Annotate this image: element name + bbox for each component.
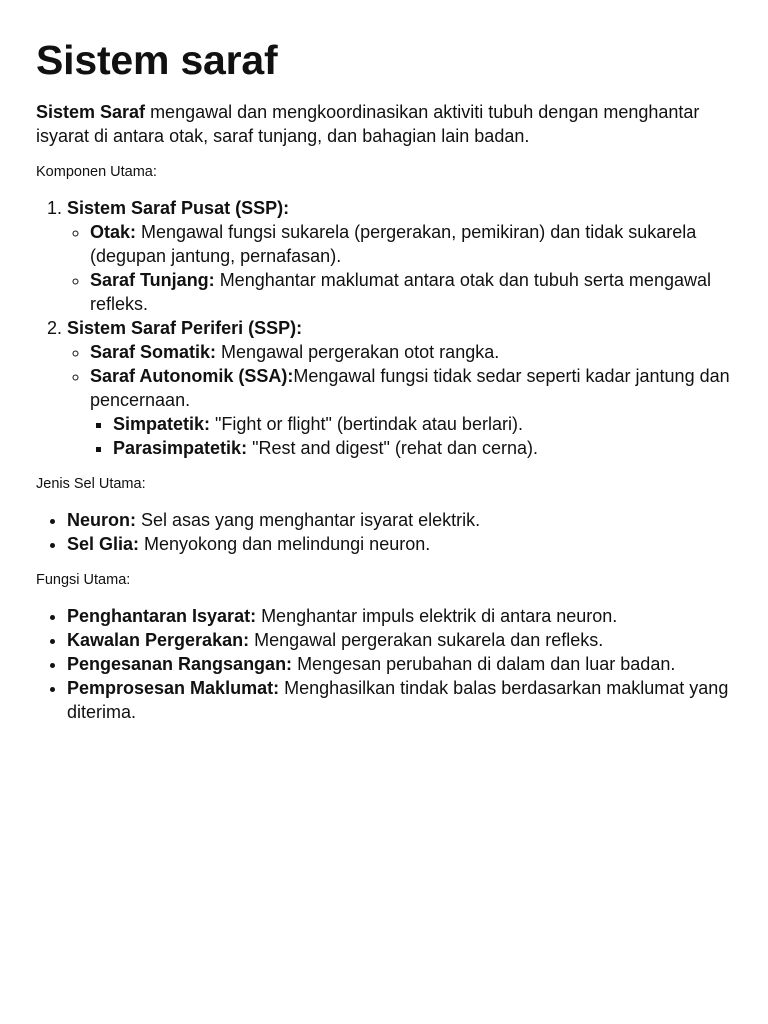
list-item-ssp-periferi [67, 316, 736, 460]
functions-list [36, 604, 736, 724]
sub-sub-list [90, 412, 736, 460]
item-text: Mengawal fungsi tidak sedar seperti kadar jantung dan pencernaan. [90, 366, 730, 410]
item-heading: Sistem Saraf Periferi (SSP): [67, 318, 303, 338]
functions-label: Fungsi Utama: [36, 572, 131, 588]
item-term: Saraf Somatik: [90, 342, 217, 362]
list-item-simpatetik [113, 412, 736, 436]
sub-list [67, 220, 736, 316]
item-term: Parasimpatetik: [113, 438, 248, 458]
list-item-saraf-autonomik [90, 364, 736, 460]
cells-list [36, 508, 736, 556]
list-item-pengesanan-rangsangan [67, 652, 736, 676]
list-item-parasimpatetik [113, 436, 736, 460]
item-term: Neuron: [67, 510, 136, 530]
item-term: Penghantaran Isyarat: [67, 606, 257, 626]
list-item-saraf-somatik [90, 340, 736, 364]
item-text: Mengawal fungsi sukarela (pergerakan, pemikiran) dan tidak sukarela (degupan jantung, pernafasan). [90, 222, 697, 266]
item-text: Mengesan perubahan di dalam dan luar badan. [292, 654, 676, 674]
item-text: Menyokong dan melindungi neuron. [139, 534, 431, 554]
item-heading: Sistem Saraf Pusat (SSP): [67, 198, 290, 218]
item-term: Pemprosesan Maklumat: [67, 678, 280, 698]
page-title: Sistem saraf [36, 37, 278, 83]
item-term: Saraf Tunjang: [90, 270, 215, 290]
sub-list [67, 340, 736, 460]
item-text: Menghasilkan tindak balas berdasarkan maklumat yang diterima. [67, 678, 729, 722]
intro-term: Sistem Saraf [36, 102, 146, 122]
item-term: Kawalan Pergerakan: [67, 630, 250, 650]
item-text: Menghantar impuls elektrik di antara neuron. [256, 606, 618, 626]
list-item-penghantaran-isyarat [67, 604, 736, 628]
list-item-pemprosesan-maklumat [67, 676, 736, 724]
list-item-saraf-tunjang [90, 268, 736, 316]
list-item-sel-glia [67, 532, 736, 556]
item-text: Menghantar maklumat antara otak dan tubuh serta mengawal refleks. [90, 270, 711, 314]
item-text: "Rest and digest" (rehat dan cerna). [247, 438, 538, 458]
item-term: Simpatetik: [113, 414, 211, 434]
item-text: "Fight or flight" (bertindak atau berlari). [210, 414, 523, 434]
intro-text: mengawal dan mengkoordinasikan aktiviti tubuh dengan menghantar isyarat di antara otak, saraf tunjang, dan bahagian lain badan. [36, 102, 700, 146]
item-term: Saraf Autonomik (SSA): [90, 366, 294, 386]
item-term: Sel Glia: [67, 534, 140, 554]
item-text: Sel asas yang menghantar isyarat elektrik. [136, 510, 481, 530]
list-item-ssp-pusat [67, 196, 736, 316]
list-item-otak [90, 220, 736, 268]
item-text: Mengawal pergerakan sukarela dan refleks. [249, 630, 604, 650]
intro-paragraph [36, 100, 736, 148]
cells-label: Jenis Sel Utama: [36, 476, 146, 492]
list-item-kawalan-pergerakan [67, 628, 736, 652]
components-label: Komponen Utama: [36, 164, 157, 180]
components-list [36, 196, 736, 460]
item-text: Mengawal pergerakan otot rangka. [216, 342, 500, 362]
item-term: Pengesanan Rangsangan: [67, 654, 293, 674]
item-term: Otak: [90, 222, 137, 242]
list-item-neuron [67, 508, 736, 532]
